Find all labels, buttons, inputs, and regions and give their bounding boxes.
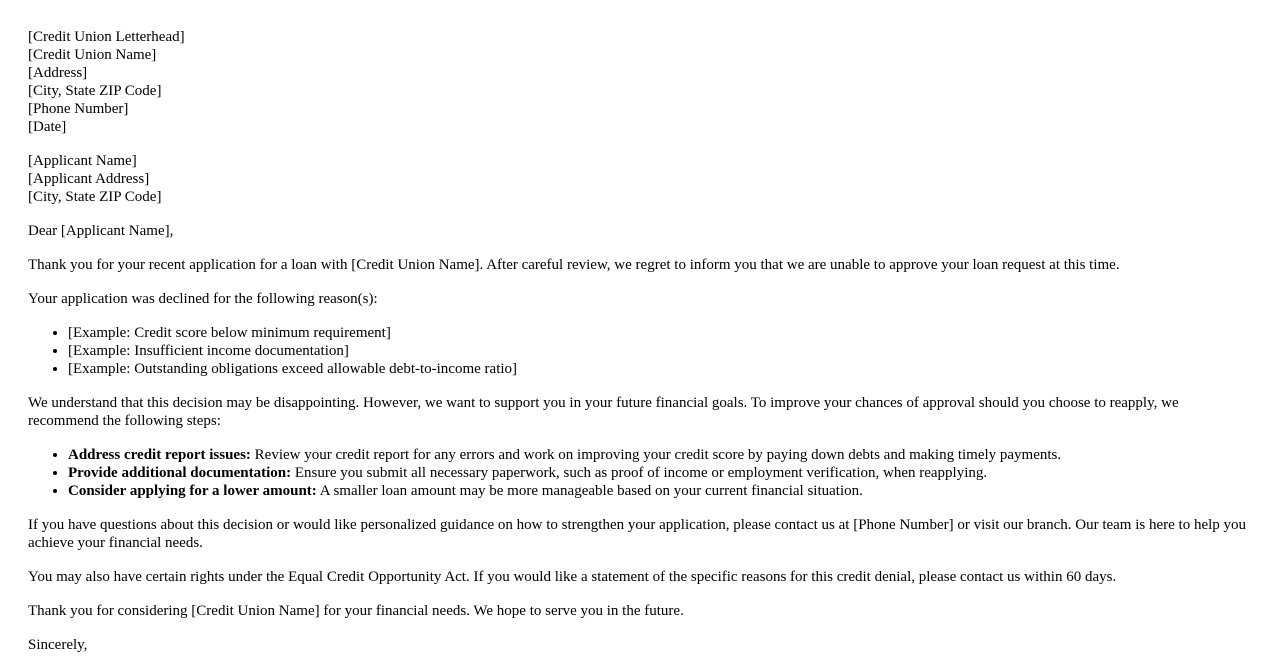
- contact-paragraph: If you have questions about this decision or would like personalized guidance on how to strengthen your application, please contact us at [Phone Number] or visit our branch. Our team is here to help you achieve your financial needs.: [28, 517, 1247, 551]
- applicant-address: [Applicant Address]: [28, 171, 150, 187]
- intro-paragraph: Thank you for your recent application for a loan with [Credit Union Name]. After careful review, we regret to inform you that we are unable to approve your loan request at this time.: [28, 257, 1120, 273]
- credit-union-address: [Address]: [28, 65, 88, 81]
- step-item: [68, 446, 1250, 464]
- closing-paragraph: Thank you for considering [Credit Union Name] for your financial needs. We hope to serve you in the future.: [28, 603, 684, 619]
- reason-item: • [Example: Insufficient income documentation]: [68, 342, 1250, 360]
- reason-item: • [Example: Credit score below minimum requirement]: [68, 324, 1250, 342]
- step-text: Review your credit report for any errors and work on improving your credit score by paying down debts and making timely payments.: [250, 447, 1062, 463]
- step-title: Provide additional documentation:: [68, 465, 292, 481]
- credit-union-name: [Credit Union Name]: [28, 47, 157, 63]
- letterhead-title: [Credit Union Letterhead]: [28, 29, 185, 45]
- step-title: Consider applying for a lower amount:: [68, 483, 317, 499]
- credit-union-city-state-zip: [City, State ZIP Code]: [28, 83, 162, 99]
- step-item: [68, 482, 1250, 500]
- letter-date: [Date]: [28, 119, 67, 135]
- applicant-city-state-zip: [City, State ZIP Code]: [28, 189, 162, 205]
- step-text: A smaller loan amount may be more manageable based on your current financial situation.: [316, 483, 863, 499]
- salutation: Dear [Applicant Name],: [28, 223, 174, 239]
- rights-paragraph: You may also have certain rights under the Equal Credit Opportunity Act. If you would like a statement of the specific reasons for this credit denial, please contact us within 60 days.: [28, 569, 1117, 585]
- credit-union-phone: [Phone Number]: [28, 101, 129, 117]
- letterhead-block: [28, 28, 1250, 136]
- steps-intro-paragraph: We understand that this decision may be disappointing. However, we want to support you in your future financial goals. To improve your chances of approval should you choose to reapply, we recommend the following steps:: [28, 395, 1179, 429]
- recipient-block: [28, 152, 1250, 206]
- step-title: Address credit report issues:: [68, 447, 251, 463]
- step-item: [68, 464, 1250, 482]
- letter: [28, 28, 1250, 670]
- step-text: Ensure you submit all necessary paperwork, such as proof of income or employment verification, when reapplying.: [291, 465, 988, 481]
- steps-list: [28, 446, 1250, 500]
- reasons-list: [28, 324, 1250, 378]
- reason-item: • [Example: Outstanding obligations exceed allowable debt-to-income ratio]: [68, 360, 1250, 378]
- applicant-name: [Applicant Name]: [28, 153, 137, 169]
- signoff: Sincerely,: [28, 637, 88, 653]
- reasons-heading: Your application was declined for the following reason(s):: [28, 291, 378, 307]
